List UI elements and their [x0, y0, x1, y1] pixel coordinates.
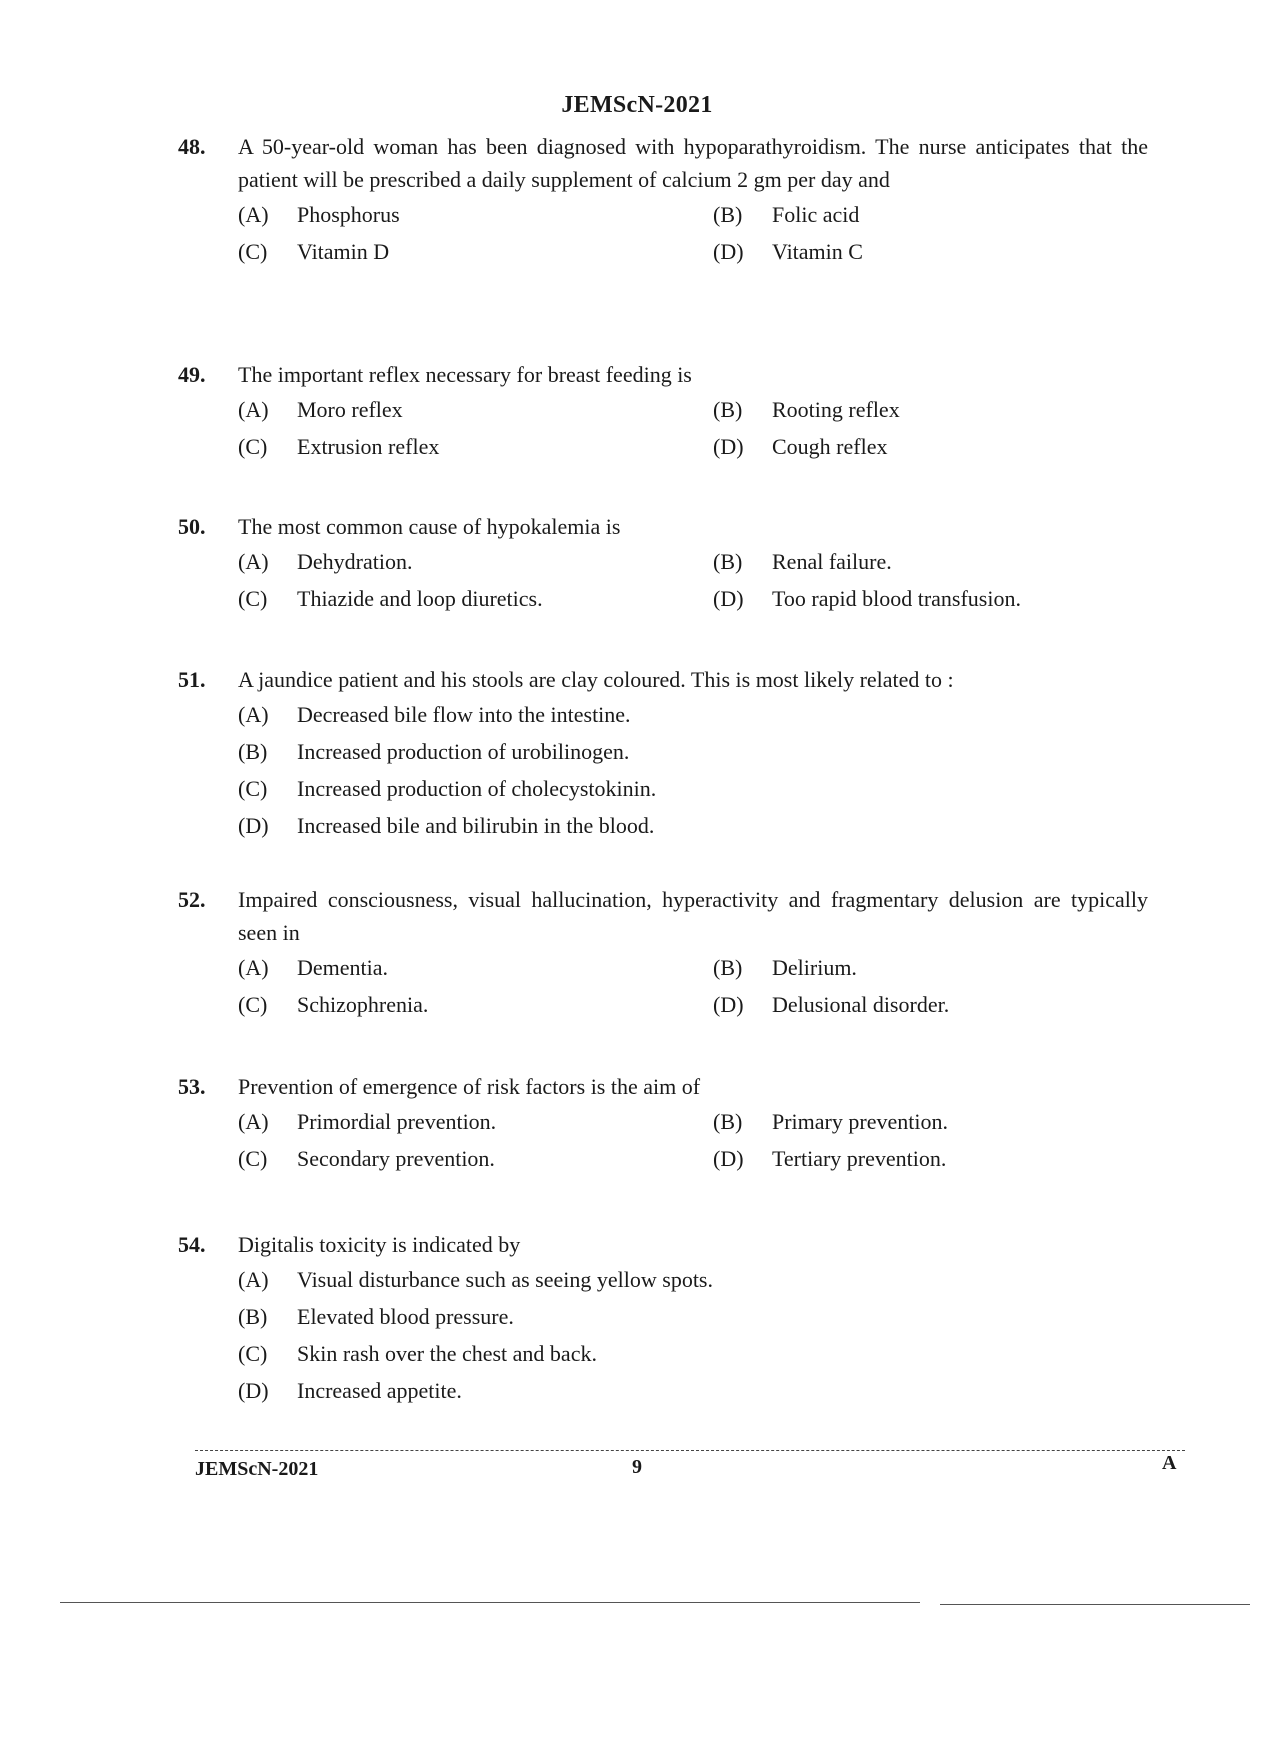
question-text: The most common cause of hypokalemia is: [238, 514, 621, 539]
option-label: (A): [238, 955, 269, 980]
option-text: Visual disturbance such as seeing yellow spots.: [297, 1267, 713, 1292]
question-48: [178, 130, 1148, 268]
question-50: [178, 510, 1148, 615]
option-a[interactable]: [238, 1105, 713, 1138]
option-label: (C): [238, 1146, 268, 1171]
question-text: A 50-year-old woman has been diagnosed with hypoparathyroidism. The nurse anticipates that the patient will be prescribed a daily supplement of calcium 2 gm per day and: [238, 134, 1148, 192]
option-text: Skin rash over the chest and back.: [297, 1341, 597, 1366]
option-d[interactable]: [238, 1374, 1148, 1407]
option-text: Vitamin C: [772, 239, 863, 264]
option-b[interactable]: [713, 1105, 1148, 1138]
page-title: JEMScN-2021: [561, 92, 713, 118]
options: [238, 545, 1148, 615]
option-b[interactable]: [713, 198, 1148, 231]
question-text: Impaired consciousness, visual hallucination, hyperactivity and fragmentary delusion are typically seen in: [238, 887, 1148, 945]
option-a[interactable]: [238, 393, 713, 426]
option-b[interactable]: [238, 1300, 1148, 1333]
set-code: A: [1162, 1452, 1177, 1474]
option-label: (D): [713, 239, 744, 264]
option-text: Tertiary prevention.: [772, 1146, 947, 1171]
options: [238, 198, 1148, 268]
options: [238, 1105, 1148, 1175]
option-text: Moro reflex: [297, 397, 403, 422]
footer-divider: [195, 1450, 1185, 1451]
bottom-divider: [60, 1602, 920, 1603]
option-a[interactable]: [238, 198, 713, 231]
option-text: Secondary prevention.: [297, 1146, 495, 1171]
option-b[interactable]: [238, 735, 1148, 768]
question-52: [178, 883, 1148, 1021]
question-number: 53.: [178, 1074, 206, 1099]
option-label: (B): [238, 1304, 268, 1329]
option-d[interactable]: [238, 809, 1148, 842]
question-text: The important reflex necessary for breast feeding is: [238, 362, 692, 387]
option-label: (A): [238, 702, 269, 727]
question-number: 54.: [178, 1232, 206, 1257]
option-c[interactable]: [238, 772, 1148, 805]
option-text: Increased bile and bilirubin in the blood.: [297, 813, 655, 838]
option-b[interactable]: [713, 393, 1148, 426]
option-text: Increased production of cholecystokinin.: [297, 776, 657, 801]
question-54: [178, 1228, 1148, 1407]
bottom-divider: [940, 1604, 1250, 1605]
options: [238, 951, 1148, 1021]
question-number: 50.: [178, 514, 206, 539]
question-text: Prevention of emergence of risk factors is the aim of: [238, 1074, 701, 1099]
option-label: (A): [238, 549, 269, 574]
option-label: (C): [238, 1341, 268, 1366]
option-label: (A): [238, 397, 269, 422]
option-text: Delirium.: [772, 955, 857, 980]
option-c[interactable]: [238, 235, 713, 268]
option-text: Schizophrenia.: [297, 992, 429, 1017]
option-text: Increased production of urobilinogen.: [297, 739, 630, 764]
option-label: (A): [238, 1267, 269, 1292]
question-text: Digitalis toxicity is indicated by: [238, 1232, 521, 1257]
option-d[interactable]: [713, 430, 1148, 463]
question-number: 51.: [178, 667, 206, 692]
option-a[interactable]: [238, 1263, 1148, 1296]
option-label: (C): [238, 239, 268, 264]
option-text: Dementia.: [297, 955, 389, 980]
option-text: Primary prevention.: [772, 1109, 948, 1134]
option-a[interactable]: [238, 698, 1148, 731]
option-label: (B): [713, 1109, 743, 1134]
option-d[interactable]: [713, 988, 1148, 1021]
option-text: Renal failure.: [772, 549, 892, 574]
option-label: (D): [713, 434, 744, 459]
option-label: (D): [238, 813, 269, 838]
option-text: Decreased bile flow into the intestine.: [297, 702, 631, 727]
option-c[interactable]: [238, 1142, 713, 1175]
question-number: 49.: [178, 362, 206, 387]
footer-code: JEMScN-2021: [195, 1458, 319, 1480]
option-text: Dehydration.: [297, 549, 413, 574]
option-label: (A): [238, 1109, 269, 1134]
option-label: (D): [713, 992, 744, 1017]
option-a[interactable]: [238, 951, 713, 984]
question-49: [178, 358, 1148, 463]
option-c[interactable]: [238, 988, 713, 1021]
question-text: A jaundice patient and his stools are clay coloured. This is most likely related to :: [238, 667, 954, 692]
option-label: (B): [713, 202, 743, 227]
option-label: (C): [238, 992, 268, 1017]
option-text: Phosphorus: [297, 202, 400, 227]
option-text: Extrusion reflex: [297, 434, 440, 459]
option-label: (B): [713, 955, 743, 980]
option-text: Thiazide and loop diuretics.: [297, 586, 543, 611]
option-c[interactable]: [238, 430, 713, 463]
option-label: (C): [238, 434, 268, 459]
option-label: (A): [238, 202, 269, 227]
option-label: (D): [713, 1146, 744, 1171]
option-b[interactable]: [713, 951, 1148, 984]
option-text: Rooting reflex: [772, 397, 900, 422]
option-label: (C): [238, 776, 268, 801]
option-label: (B): [238, 739, 268, 764]
option-text: Primordial prevention.: [297, 1109, 497, 1134]
option-d[interactable]: [713, 235, 1148, 268]
option-text: Increased appetite.: [297, 1378, 462, 1403]
option-label: (B): [713, 397, 743, 422]
option-label: (B): [713, 549, 743, 574]
option-d[interactable]: [713, 1142, 1148, 1175]
option-text: Folic acid: [772, 202, 860, 227]
page-number: 9: [632, 1456, 642, 1478]
options: [238, 698, 1148, 842]
question-number: 48.: [178, 134, 206, 159]
option-c[interactable]: [238, 582, 713, 615]
option-a[interactable]: [238, 545, 713, 578]
question-51: [178, 663, 1148, 842]
option-text: Delusional disorder.: [772, 992, 950, 1017]
option-text: Too rapid blood transfusion.: [772, 586, 1021, 611]
option-text: Vitamin D: [297, 239, 390, 264]
question-53: [178, 1070, 1148, 1175]
option-text: Elevated blood pressure.: [297, 1304, 514, 1329]
option-label: (C): [238, 586, 268, 611]
option-d[interactable]: [713, 582, 1148, 615]
option-label: (D): [713, 586, 744, 611]
option-label: (D): [238, 1378, 269, 1403]
options: [238, 1263, 1148, 1407]
option-c[interactable]: [238, 1337, 1148, 1370]
option-b[interactable]: [713, 545, 1148, 578]
question-number: 52.: [178, 887, 206, 912]
options: [238, 393, 1148, 463]
option-text: Cough reflex: [772, 434, 888, 459]
